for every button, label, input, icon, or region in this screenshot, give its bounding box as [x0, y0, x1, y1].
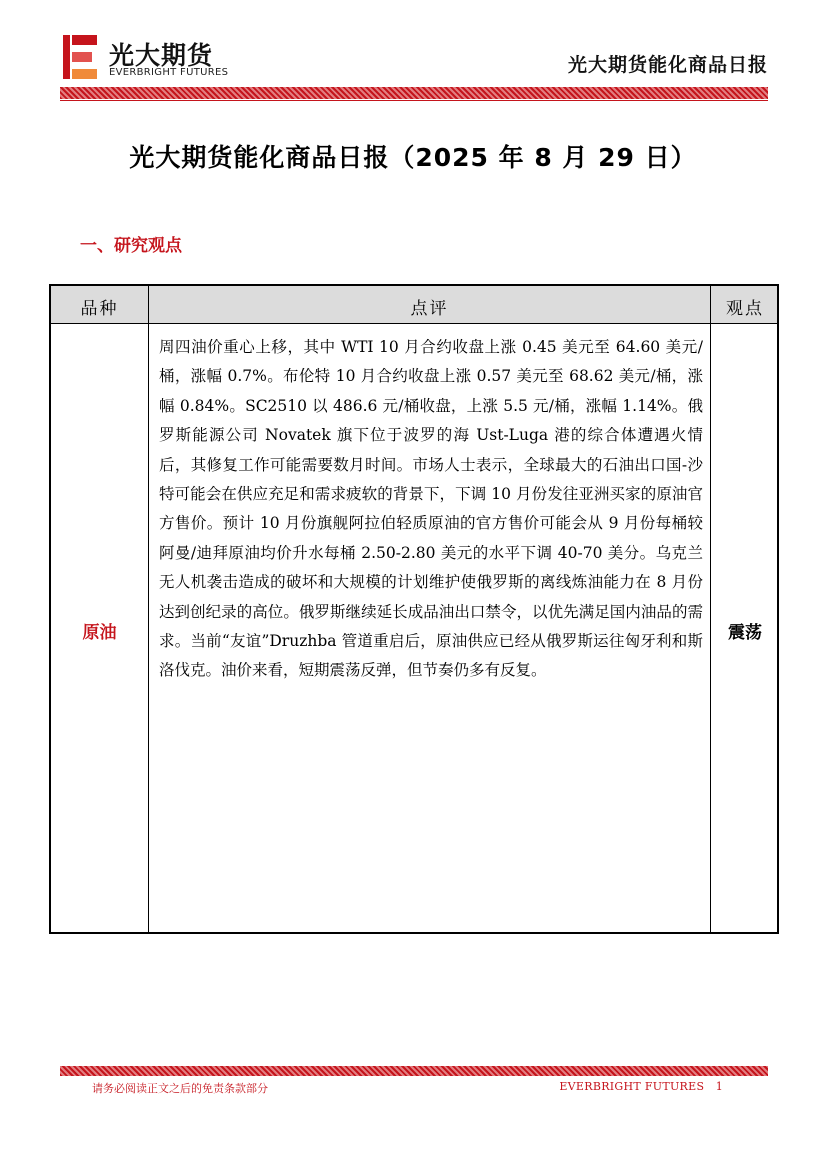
column-header-variety: 品种 [80, 299, 119, 319]
header-divider [60, 87, 768, 99]
everbright-logo-icon [63, 35, 97, 79]
column-divider [148, 286, 149, 932]
logo-chinese-name: 光大期货 [109, 41, 214, 70]
footer-disclaimer: 请务必阅读正文之后的免责条款部分 [92, 1082, 268, 1095]
column-header-view: 观点 [726, 299, 764, 319]
company-logo [63, 35, 243, 83]
document-title: 光大期货能化商品日报（2025 年 8 月 29 日） [129, 143, 697, 172]
footer-brand: EVERBRIGHT FUTURES [559, 1080, 705, 1093]
cell-view: 震荡 [728, 623, 762, 643]
page-number: 1 [715, 1080, 723, 1093]
cell-variety: 原油 [82, 623, 117, 643]
table-header-divider [51, 323, 777, 324]
report-series-name: 光大期货能化商品日报 [567, 54, 768, 76]
column-header-comment: 点评 [410, 299, 449, 319]
footer-divider [60, 1066, 768, 1076]
section-heading: 一、研究观点 [80, 236, 182, 256]
logo-english-name: EVERBRIGHT FUTURES [109, 67, 229, 78]
footer-brand-page [559, 1080, 723, 1093]
research-view-table [49, 284, 779, 934]
cell-comment: 周四油价重心上移，其中 WTI 10 月合约收盘上涨 0.45 美元至 64.60 美元/桶，涨幅 0.7%。布伦特 10 月合约收盘上涨 0.57 美元至 68.62 美元/桶，涨幅 0.84%。SC2510 以 486.6 元/桶收盘，上涨 5.5 元/桶，涨幅 1.14%。俄罗斯能源公司 Novatek 旗下位于波罗的海 Ust-Luga 港的综合体遭遇火情后，其修复工作可能需要数月时间。市场人士表示，全球最大的石油出口国-沙特可能会在供应充足和需求疲软的背景下，下调 10 月份发往亚洲买家的原油官方售价。预计 10 月份旗舰阿拉伯轻质原油的官方售价可能会从 9 月份每桶较阿曼/迪拜原油均价升水每桶 2.50-2.80 美元的水平下调 40-70 美分。乌克兰无人机袭击造成的破坏和大规模的计划维护使俄罗斯的离线炼油能力在 8 月份达到创纪录的高位。俄罗斯继续延长成品油出口禁令，以优先满足国内油品的需求。当前“友谊”Druzhba 管道重启后，原油供应已经从俄罗斯运往匈牙利和斯洛伐克。油价来看，短期震荡反弹，但节奏仍多有反复。 [159, 338, 703, 680]
column-divider [710, 286, 711, 932]
